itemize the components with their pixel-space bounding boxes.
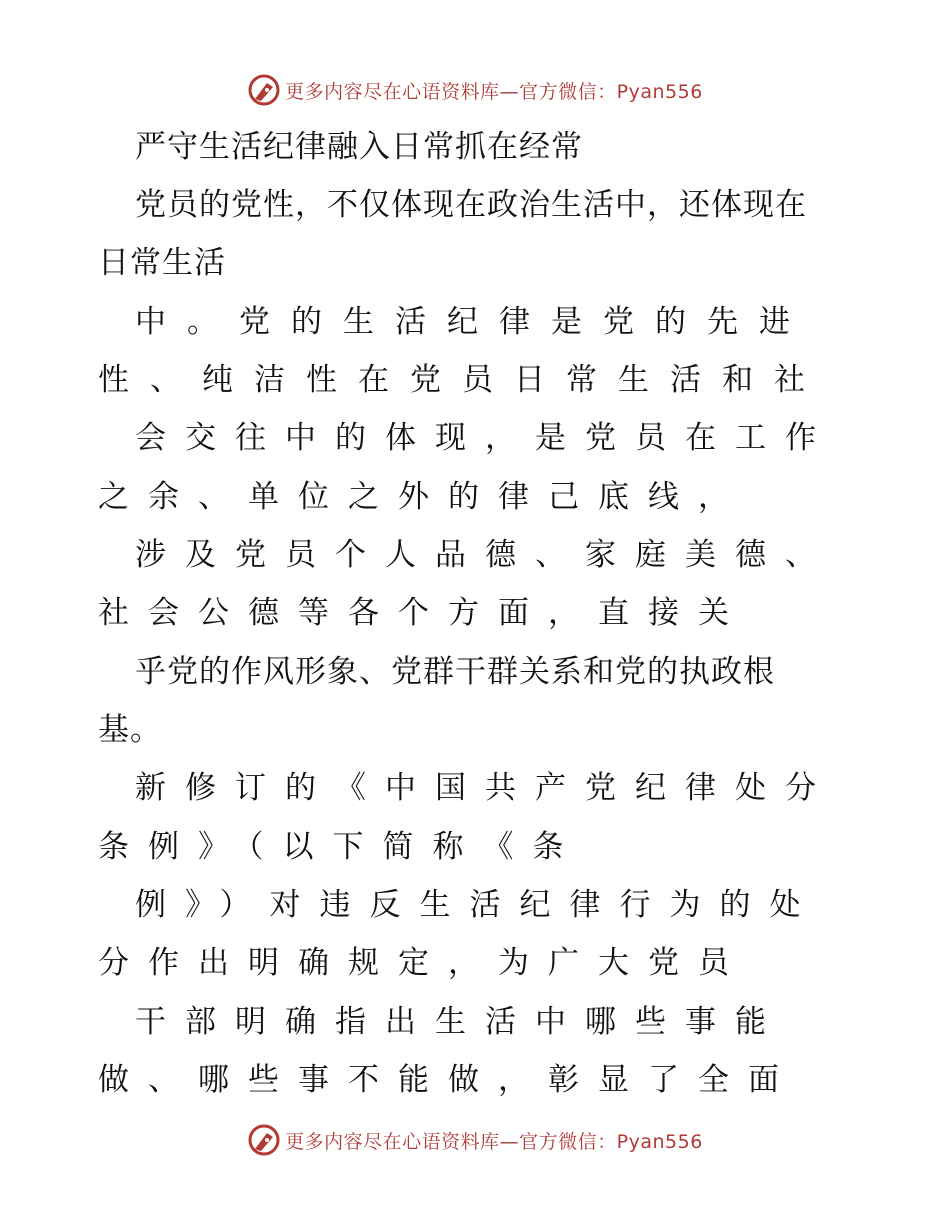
text-line: 性、纯洁性在党员日常生活和社 bbox=[98, 362, 826, 398]
watermark-text: 更多内容尽在心语资料库—官方微信：Pyan556 bbox=[285, 1130, 703, 1153]
text-line: 中。党的生活纪律是党的先进 bbox=[135, 304, 811, 340]
text-line: 涉及党员个人品德、家庭美德、 bbox=[135, 537, 835, 573]
header-watermark-banner bbox=[0, 70, 950, 110]
text-line: 会交往中的体现，是党员在工作 bbox=[135, 420, 835, 456]
text-line: 基。 bbox=[98, 712, 162, 748]
document-title-line: 严守生活纪律融入日常抓在经常 bbox=[135, 129, 583, 165]
text-line: 之余、单位之外的律己底线， bbox=[98, 479, 748, 515]
text-line: 干部明确指出生活中哪些事能 bbox=[135, 1004, 785, 1040]
text-line: 做、哪些事不能做，彰显了全面 bbox=[98, 1062, 798, 1098]
text-line: 新修订的《中国共产党纪律处分 bbox=[135, 770, 835, 806]
text-line: 例》）对违反生活纪律行为的处 bbox=[135, 887, 820, 923]
watermark-text: 更多内容尽在心语资料库—官方微信：Pyan556 bbox=[285, 80, 703, 103]
text-line: 日常生活 bbox=[98, 245, 226, 281]
footer-watermark-banner bbox=[0, 1120, 950, 1160]
text-line: 乎党的作风形象、党群干群关系和党的执政根 bbox=[135, 654, 775, 690]
pen-nib-logo-icon bbox=[247, 73, 281, 107]
text-line: 分作出明确规定，为广大党员 bbox=[98, 945, 748, 981]
text-line: 党员的党性，不仅体现在政治生活中，还体现在 bbox=[135, 187, 807, 223]
text-line: 社会公德等各个方面，直接关 bbox=[98, 595, 748, 631]
pen-nib-logo-icon bbox=[247, 1123, 281, 1157]
text-line: 条例》（以下简称《条 bbox=[98, 829, 583, 865]
